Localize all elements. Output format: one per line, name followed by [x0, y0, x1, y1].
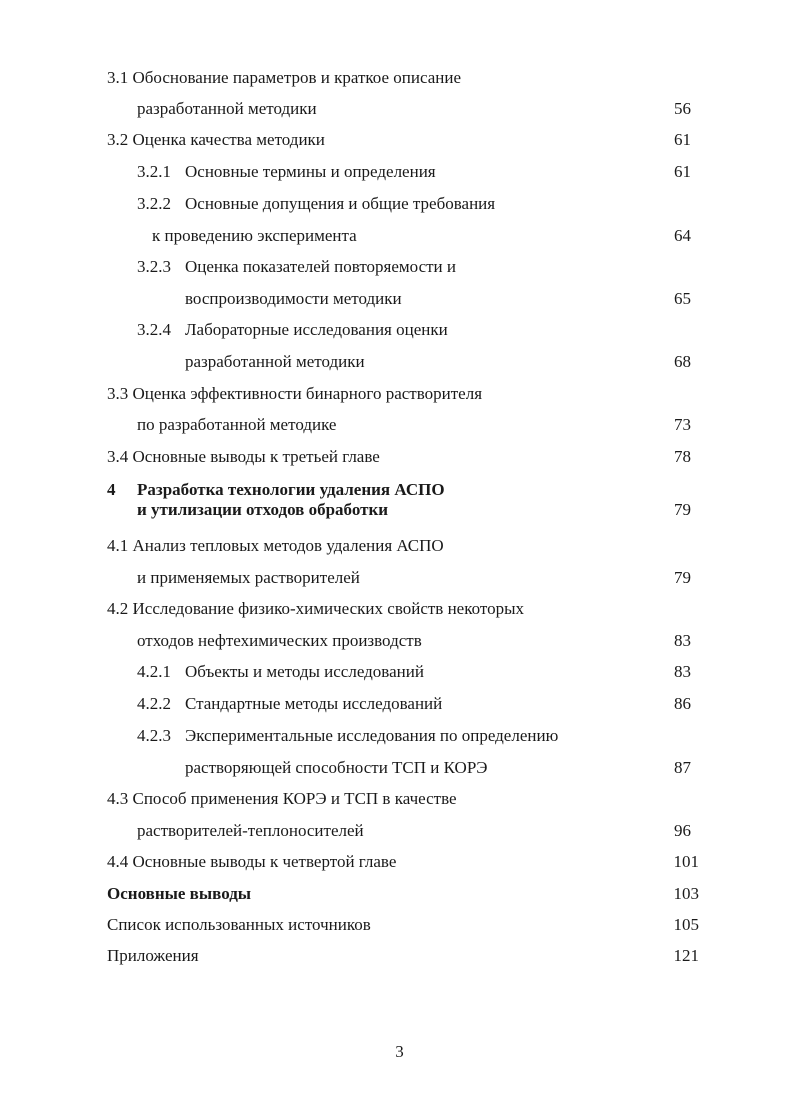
toc-entry-4-2-3-page: 87 — [674, 758, 691, 777]
toc-entry-appendices: Приложения — [107, 946, 199, 965]
toc-entry-4-2-page: 83 — [674, 631, 691, 650]
toc-entry-4-2-3-number: 4.2.3 — [137, 726, 171, 745]
toc-entry-conclusions-page: 103 — [673, 884, 699, 903]
toc-entry-3-4-page: 78 — [674, 447, 691, 466]
toc-entry-4-1-line2: и применяемых растворителей — [137, 568, 360, 587]
toc-entry-4-2-line1: 4.2 Исследование физико-химических свойств некоторых — [107, 599, 525, 618]
toc-entry-3-2-4-page: 68 — [674, 352, 691, 371]
toc-entry-3-2-3-line2: воспроизводимости методики — [185, 289, 402, 308]
toc-entry-4-2-1-page: 83 — [674, 662, 691, 681]
page-number: 3 — [395, 1042, 404, 1061]
toc-entry-4-3-line1: 4.3 Способ применения КОРЭ и ТСП в качестве — [107, 789, 457, 808]
toc-chapter-4-line1: Разработка технологии удаления АСПО — [137, 480, 445, 499]
toc-entry-4-2-1-number: 4.2.1 — [137, 662, 171, 681]
toc-entry-3-3-page: 73 — [674, 415, 691, 434]
toc-entry-4-1-line1: 4.1 Анализ тепловых методов удаления АСПО — [107, 536, 444, 555]
toc-entry-4-2-2-number: 4.2.2 — [137, 694, 171, 713]
toc-entry-3-2: 3.2 Оценка качества методики — [107, 130, 325, 149]
toc-entry-appendices-page: 121 — [673, 946, 699, 965]
toc-entry-4-2-2-page: 86 — [674, 694, 691, 713]
toc-entry-4-1-page: 79 — [674, 568, 691, 587]
toc-chapter-4-number: 4 — [107, 480, 116, 499]
toc-entry-3-2-1: Основные термины и определения — [185, 162, 436, 181]
toc-entry-3-2-1-page: 61 — [674, 162, 691, 181]
toc-entry-3-2-3-line1: Оценка показателей повторяемости и — [185, 257, 457, 276]
toc-entry-3-2-4-number: 3.2.4 — [137, 320, 171, 339]
toc-entry-4-2-1: Объекты и методы исследований — [185, 662, 424, 681]
toc-entry-4-3-line2: растворителей-теплоносителей — [137, 821, 364, 840]
toc-entry-3-4: 3.4 Основные выводы к третьей главе — [107, 447, 380, 466]
toc-entry-references-page: 105 — [673, 915, 699, 934]
toc-entry-3-1-page: 56 — [674, 99, 691, 118]
toc-entry-3-2-page: 61 — [674, 130, 691, 149]
toc-entry-3-2-2-page: 64 — [674, 226, 691, 245]
toc-entry-3-2-2-number: 3.2.2 — [137, 194, 171, 213]
toc-entry-3-3-line2: по разработанной методике — [137, 415, 337, 434]
toc-entry-4-2-3-line1: Экспериментальные исследования по определению — [185, 726, 559, 745]
toc-chapter-4-line2: и утилизации отходов обработки — [137, 500, 389, 519]
toc-entry-4-4-page: 101 — [673, 852, 699, 871]
toc-entry-4-4: 4.4 Основные выводы к четвертой главе — [107, 852, 397, 871]
toc-entry-references: Список использованных источников — [107, 915, 371, 934]
toc-entry-3-1-line2: разработанной методики — [137, 99, 317, 118]
toc-entry-3-2-3-number: 3.2.3 — [137, 257, 171, 276]
toc-entry-3-1-line1: 3.1 Обоснование параметров и краткое описание — [107, 68, 462, 87]
toc-entry-3-2-4-line1: Лабораторные исследования оценки — [185, 320, 448, 339]
toc-entry-4-2-3-line2: растворяющей способности ТСП и КОРЭ — [185, 758, 488, 777]
toc-entry-3-2-2-line2: к проведению эксперимента — [152, 226, 357, 245]
toc-chapter-4-page: 79 — [674, 500, 691, 519]
toc-entry-3-2-3-page: 65 — [674, 289, 691, 308]
toc-entry-4-2-2: Стандартные методы исследований — [185, 694, 443, 713]
toc-entry-3-2-2-line1: Основные допущения и общие требования — [185, 194, 496, 213]
toc-entry-3-3-line1: 3.3 Оценка эффективности бинарного растворителя — [107, 384, 483, 403]
toc-entry-conclusions: Основные выводы — [107, 884, 252, 903]
toc-entry-3-2-1-number: 3.2.1 — [137, 162, 171, 181]
toc-entry-4-3-page: 96 — [674, 821, 691, 840]
toc-entry-4-2-line2: отходов нефтехимических производств — [137, 631, 422, 650]
toc-entry-3-2-4-line2: разработанной методики — [185, 352, 365, 371]
